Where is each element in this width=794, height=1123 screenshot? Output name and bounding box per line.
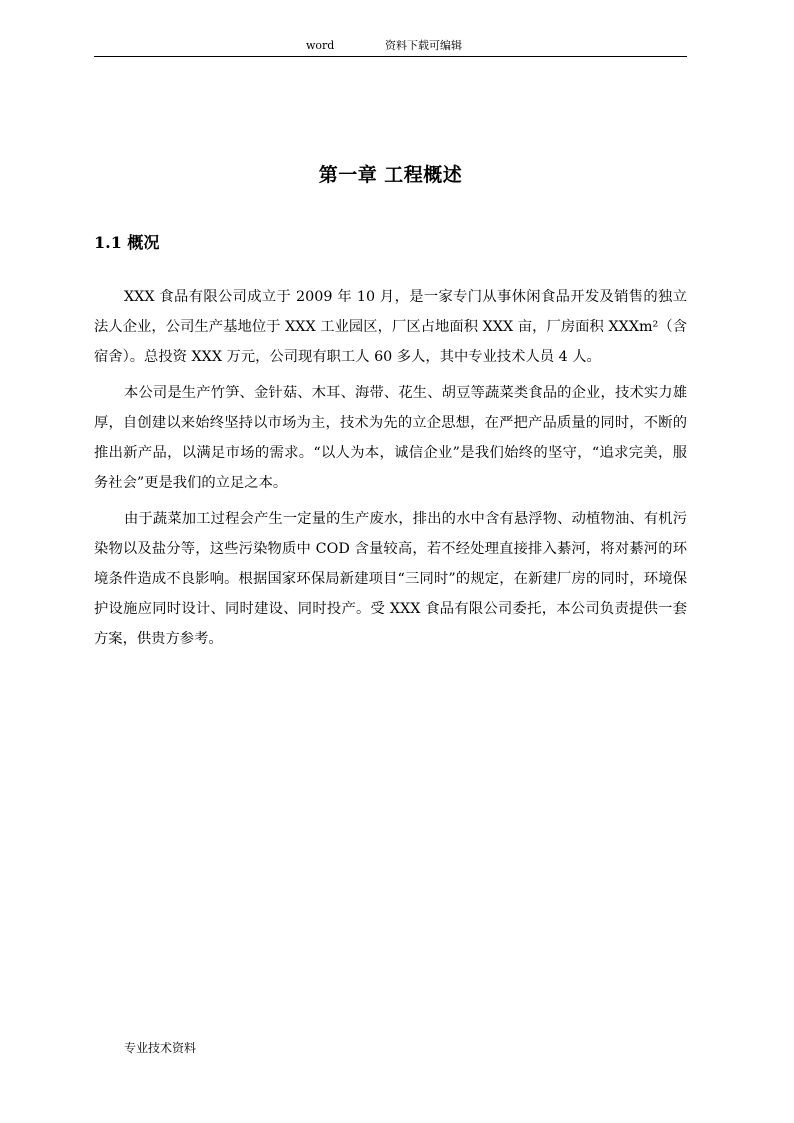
page-footer: 专业技术资料 (124, 1041, 197, 1055)
paragraph-1: XXX 食品有限公司成立于 2009 年 10 月，是一家专门从事休闲食品开发及销售的独立法人企业，公司生产基地位于 XXX 工业园区，厂区占地面积 XXX 亩，厂房面积 XXXm²（含宿舍）。总投资 XXX 万元，公司现有职工人 60 多人，其中专业技术人员 4 人。 (94, 289, 687, 365)
page-header (94, 36, 687, 57)
paragraph-3: 由于蔬菜加工过程会产生一定量的生产废水，排出的水中含有悬浮物、动植物油、有机污染物以及盐分等，这些污染物质中 COD 含量较高，若不经处理直接排入綦河，将对綦河的环境条件造成不良影响。根据国家环保局新建项目“三同时”的规定，在新建厂房的同时，环境保护设施应同时设计、同时建设、同时投产。受 XXX 食品有限公司委托，本公司负责提供一套方案，供贵方参考。 (94, 511, 687, 647)
paragraph-2: 本公司是生产竹笋、金针菇、木耳、海带、花生、胡豆等蔬菜类食品的企业，技术实力雄厚，自创建以来始终坚持以市场为主，技术为先的立企思想，在严把产品质量的同时，不断的推出新产品，以满足市场的需求。“以人为本，诚信企业”是我们始终的坚守，“追求完美，服务社会”更是我们的立足之本。 (94, 385, 687, 491)
header-right-text: 资料下载可编辑 (385, 39, 462, 52)
header-left-text: word (306, 39, 335, 52)
section-title: 1.1 概况 (94, 233, 160, 252)
chapter-title: 第一章 工程概述 (318, 164, 463, 186)
body-text (94, 282, 687, 660)
